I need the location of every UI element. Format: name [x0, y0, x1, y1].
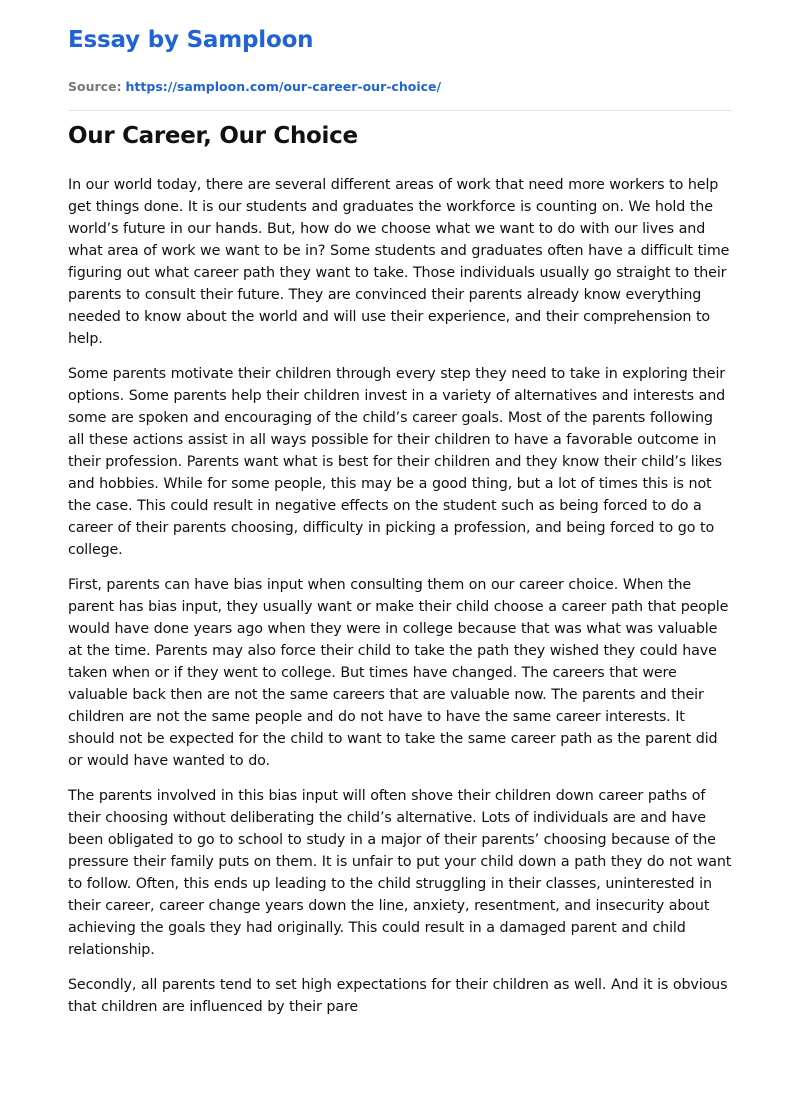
essay-paragraph-4: The parents involved in this bias input will often shove their children down career paths of their choosing without deliberating the child’s alternative. Lots of individuals are and have been obligated to go to school to study in a major of their parents’ choosing because of the pressure their family puts on them. It is unfair to put your child down a path they do not want to follow. Often, this ends up leading to the child struggling in their classes, uninterested in their career, career change years down the line, anxiety, resentment, and insecurity about achieving the goals they had originally. This could result in a damaged parent and child relationship.	[68, 788, 732, 958]
essay-paragraph-1: In our world today, there are several different areas of work that need more workers to help get things done. It is our students and graduates the workforce is counting on. We hold the world’s future in our hands. But, how do we choose what we want to do with our lives and what area of work we want to be in? Some students and graduates often have a difficult time figuring out what career path they want to take. Those individuals usually go straight to their parents to consult their future. They are convinced their parents already know everything needed to know about the world and will use their experience, and their comprehension to help.	[68, 177, 730, 347]
header-divider	[68, 110, 732, 111]
source-line	[68, 79, 441, 94]
site-brand[interactable]: Essay by Samploon	[68, 27, 314, 53]
essay-paragraph-3: First, parents can have bias input when consulting them on our career choice. When the parent has bias input, they usually want or make their child choose a career path that people would have done years ago when they were in college because that was what was valuable at the time. Parents may also force their child to take the path they wished they could have taken when or if they went to college. But times have changed. The careers that were valuable back then are not the same careers that are valuable now. The parents and their children are not the same people and do not have to have the same career interests. It should not be expected for the child to want to take the same career path as the parent did or would have wanted to do.	[68, 577, 729, 769]
source-label: Source:	[68, 79, 122, 94]
essay-title: Our Career, Our Choice	[68, 123, 358, 149]
source-link[interactable]: https://samploon.com/our-career-our-choice/	[125, 79, 442, 94]
essay-body	[68, 174, 732, 1031]
essay-paragraph-5: Secondly, all parents tend to set high expectations for their children as well. And it is obvious that children are influenced by their pare	[68, 977, 728, 1015]
essay-paragraph-2: Some parents motivate their children through every step they need to take in exploring their options. Some parents help their children invest in a variety of alternatives and interests and some are spoken and encouraging of the child’s career goals. Most of the parents following all these actions assist in all ways possible for their children to have a favorable outcome in their profession. Parents want what is best for their children and they know their child’s likes and hobbies. While for some people, this may be a good thing, but a lot of times this is not the case. This could result in negative effects on the student such as being forced to do a career of their parents choosing, difficulty in picking a profession, and being forced to go to college.	[68, 366, 726, 558]
